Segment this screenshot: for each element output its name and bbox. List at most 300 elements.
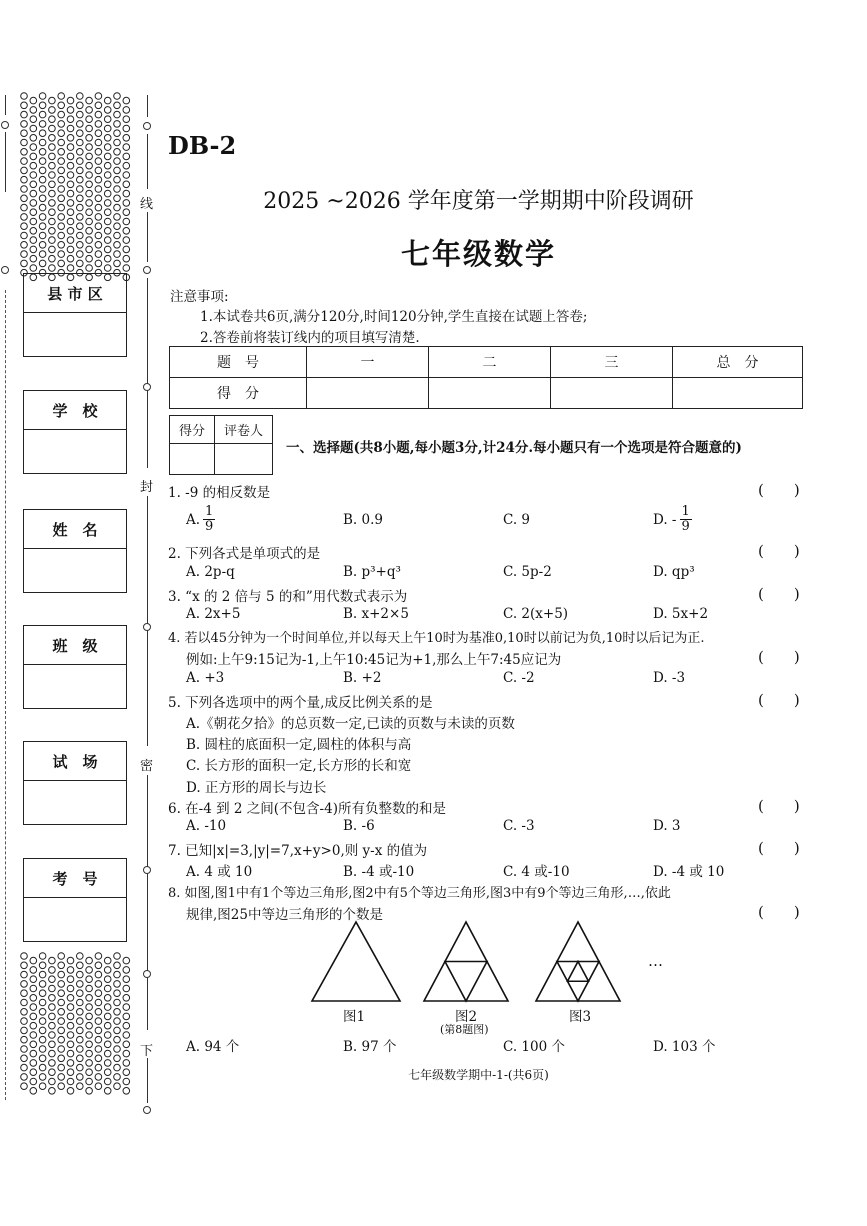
dot-mark (67, 218, 74, 225)
cut-line (5, 290, 6, 1100)
q5-option-c[interactable]: C. 长方形的面积一定,长方形的长和宽 (186, 758, 412, 774)
dot-mark (39, 1009, 46, 1016)
dot-mark (67, 1004, 74, 1011)
dot-mark (49, 957, 56, 964)
figure1-label: 图1 (343, 1009, 366, 1025)
dot-mark (30, 144, 37, 151)
dot-mark (95, 1055, 102, 1062)
figure-caption: (第8题图) (440, 1023, 489, 1036)
dot-mark (95, 158, 102, 165)
q2-option-b[interactable]: B. p³+q³ (343, 564, 401, 580)
q8-option-d[interactable]: D. 103 个 (653, 1039, 716, 1055)
score-header-cell: 总 分 (673, 347, 803, 378)
q6-option-d[interactable]: D. 3 (653, 818, 681, 834)
dot-mark (30, 1004, 37, 1011)
binding-line (147, 775, 148, 1030)
dot-mark (67, 125, 74, 132)
dot-mark (49, 1088, 56, 1095)
dot-mark (86, 116, 93, 123)
binding-line (147, 134, 148, 189)
dot-mark (21, 176, 28, 183)
dot-mark (21, 130, 28, 137)
binding-circle (1, 121, 9, 129)
dot-mark (67, 97, 74, 104)
dot-mark (114, 1036, 121, 1043)
q6-option-c[interactable]: C. -3 (503, 818, 535, 834)
q1-option-d[interactable] (653, 505, 692, 534)
dot-mark (77, 999, 84, 1006)
score-cell[interactable] (551, 378, 673, 409)
dot-mark (86, 976, 93, 983)
dot-mark (123, 135, 130, 142)
dot-mark (58, 1009, 65, 1016)
dot-mark (39, 1027, 46, 1034)
grader-table (169, 415, 273, 475)
q7-option-d[interactable]: D. -4 或 10 (653, 864, 725, 880)
dot-mark (77, 1018, 84, 1025)
q6-stem: 6. 在-4 到 2 之间(不包含-4)所有负整数的和是 (168, 801, 446, 817)
dot-mark (49, 1050, 56, 1057)
dot-mark (21, 990, 28, 997)
dot-mark (30, 172, 37, 179)
dot-mark (21, 999, 28, 1006)
dot-mark (49, 144, 56, 151)
dot-mark (95, 1046, 102, 1053)
dot-mark (58, 1018, 65, 1025)
q5-option-d[interactable]: D. 正方形的周长与边长 (186, 780, 327, 796)
dot-mark (95, 167, 102, 174)
dot-mark (39, 1055, 46, 1062)
figure-ellipsis: … (648, 952, 663, 970)
dot-mark (67, 1013, 74, 1020)
dot-mark (49, 97, 56, 104)
grader-score-label: 得分 (170, 416, 215, 444)
dot-mark (67, 135, 74, 142)
page-footer: 七年级数学期中-1-(共6页) (408, 1068, 549, 1082)
dot-mark (58, 139, 65, 146)
dot-mark (77, 176, 84, 183)
dot-mark (86, 162, 93, 169)
exam-title: 2025 ~2026 学年度第一学期期中阶段调研 (263, 189, 694, 214)
dot-mark (95, 139, 102, 146)
dot-mark (95, 999, 102, 1006)
binding-line (5, 95, 6, 115)
dot-mark (30, 1041, 37, 1048)
dot-mark (77, 1083, 84, 1090)
dot-mark (30, 116, 37, 123)
name-box[interactable] (23, 509, 127, 593)
dot-mark (30, 1088, 37, 1095)
dot-mark (39, 971, 46, 978)
dot-mark (58, 953, 65, 960)
dot-mark (123, 107, 130, 114)
note-item: 1.本试卷共6页,满分120分,时间120分钟,学生直接在试题上答卷; (200, 309, 588, 325)
county-label: 县 市 区 (24, 274, 126, 313)
dot-mark (58, 130, 65, 137)
dot-mark (95, 981, 102, 988)
binding-line (147, 496, 148, 746)
dot-mark (58, 111, 65, 118)
q8-option-a[interactable]: A. 94 个 (186, 1039, 240, 1055)
dot-mark (21, 1018, 28, 1025)
dot-mark (77, 1046, 84, 1053)
dot-mark (123, 97, 130, 104)
school-label: 学 校 (24, 391, 126, 430)
dot-mark (95, 223, 102, 230)
dot-mark (114, 999, 121, 1006)
binding-line (5, 132, 6, 192)
dot-mark (104, 144, 111, 151)
dot-mark (39, 93, 46, 100)
dot-mark (21, 1046, 28, 1053)
dot-mark (123, 172, 130, 179)
edge-char-feng: 封 (140, 480, 154, 495)
dot-mark (58, 121, 65, 128)
dot-mark (114, 1055, 121, 1062)
q8-answer-paren[interactable]: ( ) (758, 903, 800, 921)
dot-mark (30, 1032, 37, 1039)
dot-mark (86, 1088, 93, 1095)
dot-mark (114, 1046, 121, 1053)
edge-char-xia: 下 (140, 1044, 154, 1059)
q4-option-a[interactable]: A. +3 (186, 670, 225, 686)
name-label: 姓 名 (24, 510, 126, 549)
dot-mark (77, 990, 84, 997)
dot-mark (86, 1050, 93, 1057)
binding-line (147, 278, 148, 468)
dot-mark (86, 218, 93, 225)
dot-mark (86, 172, 93, 179)
dot-mark (86, 125, 93, 132)
q6-option-a[interactable]: A. -10 (186, 818, 227, 834)
q7-option-c[interactable]: C. 4 或-10 (503, 864, 570, 880)
q7-stem: 7. 已知|x|=3,|y|=7,x+y>0,则 y-x 的值为 (168, 843, 428, 859)
dot-mark (39, 962, 46, 969)
dot-mark (30, 162, 37, 169)
dot-mark (30, 976, 37, 983)
dot-mark (21, 93, 28, 100)
dot-mark (123, 995, 130, 1002)
dot-mark (58, 981, 65, 988)
exam-number-label: 考 号 (24, 859, 126, 898)
dot-mark (30, 957, 37, 964)
dot-mark (67, 116, 74, 123)
dot-mark (58, 990, 65, 997)
binding-line (147, 95, 148, 117)
dot-mark (21, 139, 28, 146)
dot-mark (58, 1055, 65, 1062)
dot-mark (86, 1041, 93, 1048)
score-header-cell: 一 (307, 347, 429, 378)
dot-mark (123, 1050, 130, 1057)
dot-mark (58, 962, 65, 969)
q1-option-a-label: A. (186, 511, 201, 528)
binding-circle (143, 383, 151, 391)
dot-mark (30, 135, 37, 142)
q7-option-a[interactable]: A. 4 或 10 (186, 864, 253, 880)
q3-option-a[interactable]: A. 2x+5 (186, 606, 241, 622)
dot-mark (104, 1041, 111, 1048)
dot-mark (21, 149, 28, 156)
dot-mark (123, 1032, 130, 1039)
dot-mark (49, 153, 56, 160)
class-label: 班 级 (24, 626, 126, 665)
dot-mark (58, 1046, 65, 1053)
dot-mark (123, 976, 130, 983)
q3-stem: 3. “x 的 2 倍与 5 的和”用代数式表示为 (168, 589, 408, 605)
binding-circle (143, 970, 151, 978)
q2-option-a[interactable]: A. 2p-q (186, 564, 235, 580)
dot-mark (67, 172, 74, 179)
dot-mark (114, 130, 121, 137)
dot-mark (21, 1055, 28, 1062)
dot-mark (123, 1088, 130, 1095)
q1-option-d-label: D. - (653, 511, 677, 528)
dot-mark (104, 995, 111, 1002)
county-box[interactable] (23, 273, 127, 357)
dot-mark (114, 149, 121, 156)
q8-option-b[interactable]: B. 97 个 (343, 1039, 397, 1055)
q3-option-d[interactable]: D. 5x+2 (653, 606, 709, 622)
dot-mark (77, 971, 84, 978)
dot-mark (104, 985, 111, 992)
dot-mark (114, 223, 121, 230)
q6-option-b[interactable]: B. -6 (343, 818, 375, 834)
dot-mark (67, 1032, 74, 1039)
score-table (169, 346, 803, 409)
dot-mark (123, 1022, 130, 1029)
dot-mark (30, 107, 37, 114)
dot-mark (95, 1027, 102, 1034)
q1-option-a[interactable] (186, 505, 215, 534)
dot-mark (114, 981, 121, 988)
dot-mark (49, 107, 56, 114)
dot-mark (95, 111, 102, 118)
q2-option-c[interactable]: C. 5p-2 (503, 564, 552, 580)
dot-mark (49, 218, 56, 225)
dot-mark (21, 1027, 28, 1034)
dot-mark (104, 116, 111, 123)
dot-mark (39, 102, 46, 109)
dot-mark (95, 1018, 102, 1025)
q3-option-c[interactable]: C. 2(x+5) (503, 606, 569, 622)
dot-mark (86, 135, 93, 142)
dot-mark (86, 995, 93, 1002)
dot-mark (39, 130, 46, 137)
q1-option-c[interactable]: C. 9 (503, 512, 531, 528)
dot-mark (114, 990, 121, 997)
q8-option-c[interactable]: C. 100 个 (503, 1039, 565, 1055)
score-header-cell: 三 (551, 347, 673, 378)
score-cell[interactable] (429, 378, 551, 409)
dot-mark (77, 111, 84, 118)
dot-mark (95, 149, 102, 156)
dot-mark (39, 1083, 46, 1090)
q8-stem-cont: 规律,图25中等边三角形的个数是 (186, 907, 383, 923)
dot-mark (95, 93, 102, 100)
dot-mark (49, 162, 56, 169)
dot-mark (49, 985, 56, 992)
dot-mark (86, 1032, 93, 1039)
school-box[interactable] (23, 390, 127, 474)
dot-mark (67, 1022, 74, 1029)
dot-mark (95, 176, 102, 183)
dot-mark (58, 1083, 65, 1090)
dot-mark (21, 111, 28, 118)
dot-mark (104, 218, 111, 225)
dot-mark (86, 1004, 93, 1011)
dot-mark (49, 116, 56, 123)
dot-mark (77, 158, 84, 165)
dot-mark (30, 995, 37, 1002)
dot-mark (95, 1009, 102, 1016)
score-header-cell: 二 (429, 347, 551, 378)
binding-circle (143, 122, 151, 130)
dot-mark (49, 1041, 56, 1048)
q2-answer-paren[interactable]: ( ) (758, 542, 800, 560)
dot-mark (86, 957, 93, 964)
q5-option-b[interactable]: B. 圆柱的底面积一定,圆柱的体积与高 (186, 737, 412, 753)
dot-mark (67, 162, 74, 169)
dot-mark (95, 102, 102, 109)
q5-answer-paren[interactable]: ( ) (758, 691, 800, 709)
q4-option-b[interactable]: B. +2 (343, 670, 382, 686)
dot-mark (21, 167, 28, 174)
dot-mark (123, 1041, 130, 1048)
dot-mark (39, 1036, 46, 1043)
dot-mark (30, 985, 37, 992)
exam-number-box[interactable] (23, 858, 127, 942)
grader-name-label: 评卷人 (215, 416, 273, 444)
dot-mark (21, 102, 28, 109)
dot-mark (30, 97, 37, 104)
dot-mark (39, 223, 46, 230)
score-cell[interactable] (307, 378, 429, 409)
dot-mark (104, 162, 111, 169)
figure2-inner-triangle (445, 962, 487, 1002)
dot-mark (123, 957, 130, 964)
q7-option-b[interactable]: B. -4 或-10 (343, 864, 415, 880)
dot-mark (114, 1018, 121, 1025)
q3-answer-paren[interactable]: ( ) (758, 585, 800, 603)
q7-answer-paren[interactable]: ( ) (758, 839, 800, 857)
grader-name-cell[interactable] (215, 444, 273, 475)
q4-answer-paren[interactable]: ( ) (758, 648, 800, 666)
q2-option-d[interactable]: D. qp³ (653, 564, 695, 580)
dot-mark (95, 1036, 102, 1043)
q4-option-c[interactable]: C. -2 (503, 670, 535, 686)
dot-mark (95, 130, 102, 137)
dot-mark (58, 971, 65, 978)
fraction: $\frac{1}{9}$ (205, 504, 214, 534)
dot-mark (58, 167, 65, 174)
q3-option-b[interactable]: B. x+2×5 (343, 606, 409, 622)
binding-circle (143, 1106, 151, 1114)
dot-mark (77, 1036, 84, 1043)
dot-mark (67, 985, 74, 992)
q4-stem-cont: 例如:上午9:15记为-1,上午10:45记为+1,那么上午7:45应记为 (186, 652, 562, 668)
dot-mark (67, 144, 74, 151)
dot-mark (95, 990, 102, 997)
subject-title: 七年级数学 (400, 237, 556, 271)
dot-mark (86, 967, 93, 974)
dot-mark (104, 1050, 111, 1057)
dot-mark (104, 967, 111, 974)
dot-mark (21, 158, 28, 165)
dot-mark (104, 1004, 111, 1011)
dot-mark (67, 957, 74, 964)
dot-mark (114, 1027, 121, 1034)
dot-mark (49, 1032, 56, 1039)
dot-mark (77, 121, 84, 128)
dot-mark (77, 139, 84, 146)
dot-mark (123, 1013, 130, 1020)
dot-mark (67, 1050, 74, 1057)
dot-mark (21, 953, 28, 960)
dot-mark (67, 153, 74, 160)
dot-mark (49, 1022, 56, 1029)
dot-mark (104, 1013, 111, 1020)
dot-mark (30, 1013, 37, 1020)
paper-code: DB-2 (168, 131, 237, 160)
dot-mark (58, 102, 65, 109)
dot-mark (104, 172, 111, 179)
score-table-row (170, 378, 803, 409)
dot-mark (77, 981, 84, 988)
dot-mark (104, 107, 111, 114)
dot-mark (86, 1022, 93, 1029)
dot-mark (114, 176, 121, 183)
dot-mark (95, 1083, 102, 1090)
dot-mark (39, 121, 46, 128)
dot-mark (58, 93, 65, 100)
dot-mark (114, 158, 121, 165)
dot-mark (21, 981, 28, 988)
q4-option-d[interactable]: D. -3 (653, 670, 686, 686)
dot-mark (58, 149, 65, 156)
dot-mark (104, 1022, 111, 1029)
binding-circle (143, 623, 151, 631)
dot-mark (58, 1036, 65, 1043)
q6-answer-paren[interactable]: ( ) (758, 797, 800, 815)
q2-stem: 2. 下列各式是单项式的是 (168, 546, 321, 562)
class-box[interactable] (23, 625, 127, 709)
q1-option-b[interactable]: B. 0.9 (343, 512, 383, 528)
dot-mark (77, 167, 84, 174)
dot-mark (114, 1083, 121, 1090)
exam-room-box[interactable] (23, 741, 127, 825)
dot-mark (123, 218, 130, 225)
dot-mark (21, 1083, 28, 1090)
dot-mark (67, 1088, 74, 1095)
dot-mark (39, 1018, 46, 1025)
q1-stem: 1. -9 的相反数是 (168, 485, 271, 501)
dot-mark (49, 1013, 56, 1020)
dot-mark (123, 1004, 130, 1011)
dot-mark (114, 102, 121, 109)
dot-mark (58, 158, 65, 165)
grader-score-cell[interactable] (170, 444, 215, 475)
section-heading: 一、选择题(共8小题,每小题3分,计24分.每小题只有一个选项是符合题意的) (286, 440, 742, 456)
q5-option-a[interactable]: A.《朝花夕拾》的总页数一定,已读的页数与未读的页数 (186, 716, 515, 732)
q1-answer-paren[interactable]: ( ) (758, 481, 800, 499)
dot-mark (104, 976, 111, 983)
dot-mark (21, 223, 28, 230)
score-header-cell: 题 号 (170, 347, 307, 378)
dot-mark (95, 962, 102, 969)
score-cell[interactable] (673, 378, 803, 409)
dot-mark (49, 976, 56, 983)
